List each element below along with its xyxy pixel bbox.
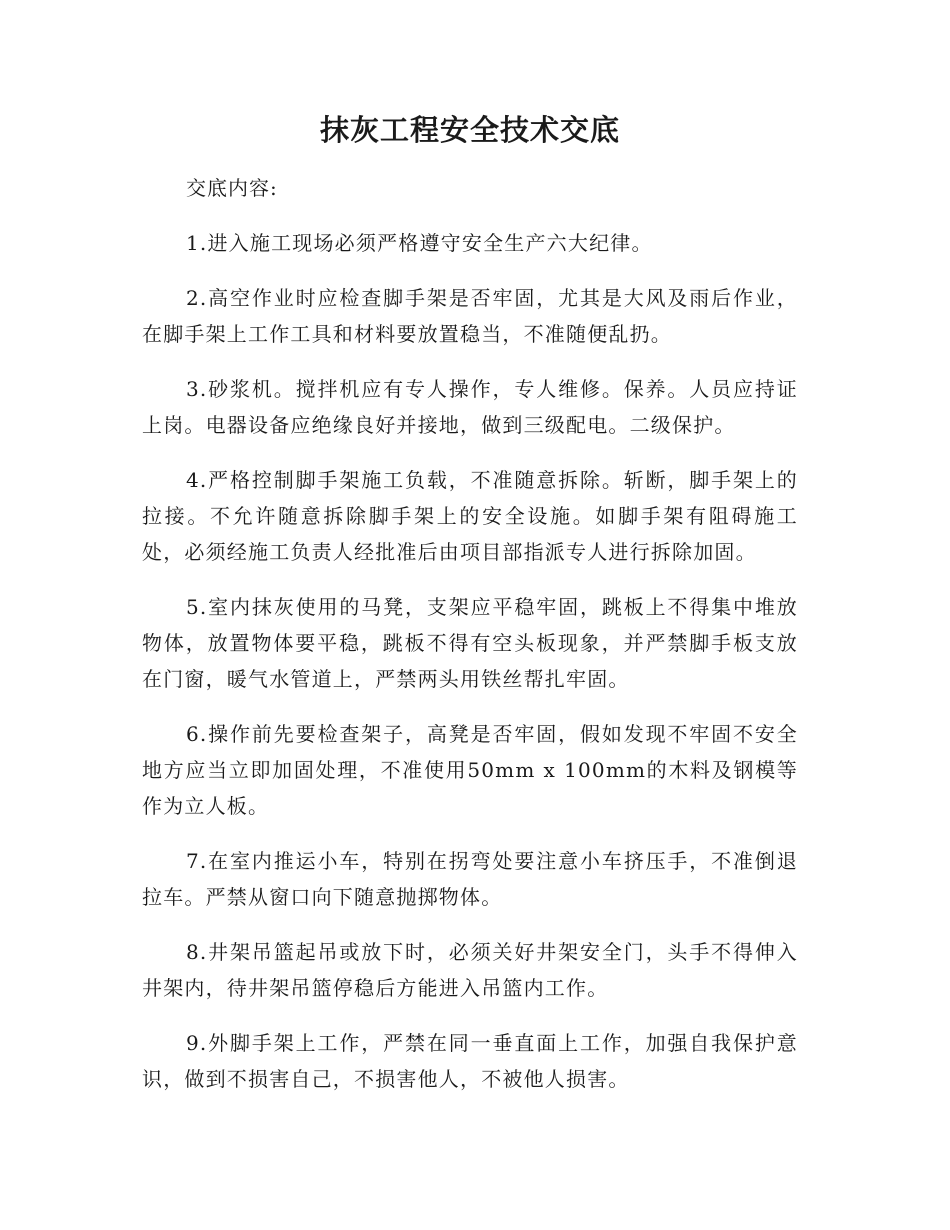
list-item-3: 3.砂浆机。搅拌机应有专人操作，专人维修。保养。人员应持证上岗。电器设备应绝缘良好并接地，做到三级配电。二级保护。 bbox=[142, 377, 798, 437]
list-item-9: 9.外脚手架上工作，严禁在同一垂直面上工作，加强自我保护意识，做到不损害自己，不损害他人，不被他人损害。 bbox=[142, 1031, 798, 1091]
list-item-1: 1.进入施工现场必须严格遵守安全生产六大纪律。 bbox=[186, 231, 653, 255]
list-item-7: 7.在室内推运小车，特别在拐弯处要注意小车挤压手，不准倒退拉车。严禁从窗口向下随意抛掷物体。 bbox=[142, 849, 798, 909]
list-item-6: 6.操作前先要检查架子，高凳是否牢固，假如发现不牢固不安全地方应当立即加固处理，不准使用50mm x 100mm的木料及钢模等作为立人板。 bbox=[142, 722, 798, 818]
document-page bbox=[142, 110, 798, 1116]
intro-text: 交底内容: bbox=[186, 176, 278, 200]
list-item-2: 2.高空作业时应检查脚手架是否牢固，尤其是大风及雨后作业，在脚手架上工作工具和材料要放置稳当，不准随便乱扔。 bbox=[142, 286, 798, 346]
document-title: 抹灰工程安全技术交底 bbox=[319, 113, 620, 147]
list-item-8: 8.井架吊篮起吊或放下时，必须关好井架安全门，头手不得伸入井架内，待井架吊篮停稳后方能进入吊篮内工作。 bbox=[142, 940, 798, 1000]
list-item-5: 5.室内抹灰使用的马凳，支架应平稳牢固，跳板上不得集中堆放物体，放置物体要平稳，跳板不得有空头板现象，并严禁脚手板支放在门窗，暖气水管道上，严禁两头用铁丝帮扎牢固。 bbox=[142, 595, 798, 691]
list-item-4: 4.严格控制脚手架施工负载，不准随意拆除。斩断，脚手架上的拉接。不允许随意拆除脚手架上的安全设施。如脚手架有阻碍施工处，必须经施工负责人经批准后由项目部指派专人进行拆除加固。 bbox=[142, 468, 798, 564]
